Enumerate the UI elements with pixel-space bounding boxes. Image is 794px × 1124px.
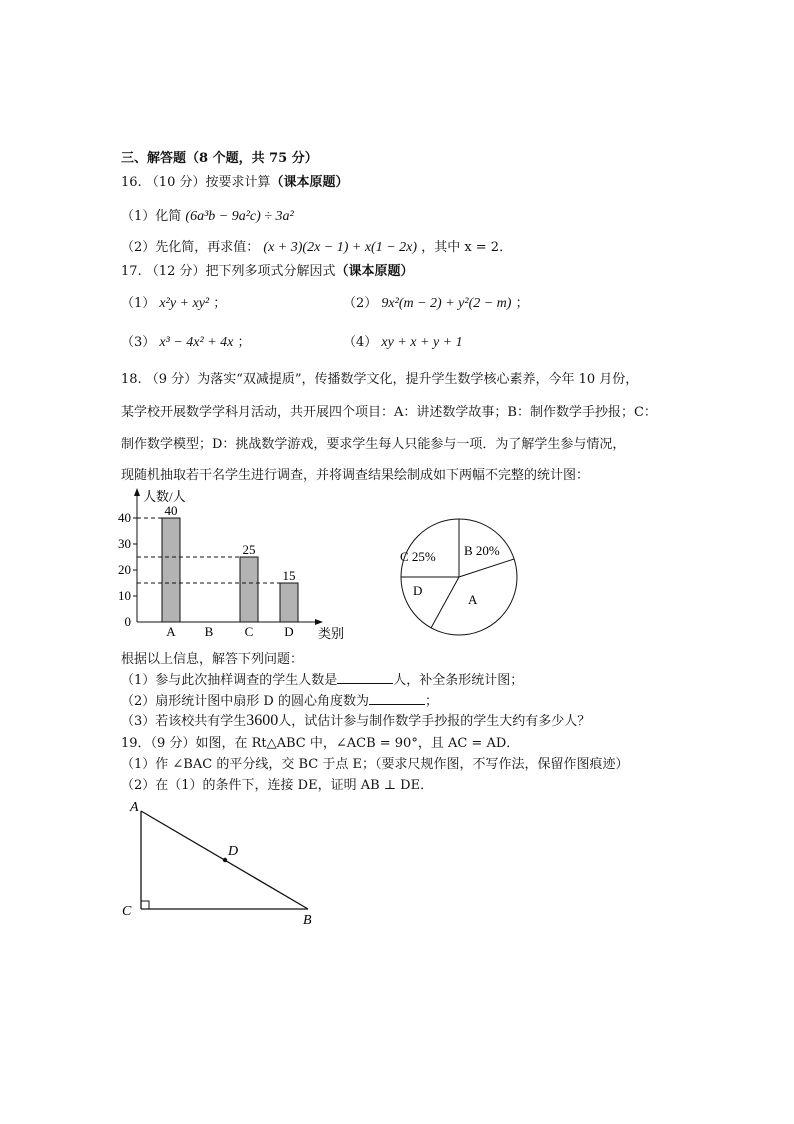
q18-sub1-b: 人，补全条形统计图； bbox=[393, 673, 524, 688]
q19-line1: 19．（9 分）如图，在 Rt△ABC 中，∠ACB = 90°，且 AC = AD． bbox=[121, 736, 520, 751]
right-angle-mark bbox=[141, 901, 149, 909]
q17-part1-expr: x²y + xy² bbox=[159, 296, 210, 311]
q17-part4-label: （4） bbox=[343, 335, 378, 350]
vertex-label-b: B bbox=[303, 913, 312, 928]
q16-tag: （课本原题） bbox=[270, 175, 349, 190]
bar-C bbox=[240, 557, 258, 622]
q18-sub2-a: （2）扇形统计图中扇形 D 的圆心角度数为 bbox=[121, 694, 369, 709]
bar-value-label: 25 bbox=[242, 542, 256, 557]
q17-part4-expr: xy + x + y + 1 bbox=[381, 335, 463, 350]
bar-ytick-label: 40 bbox=[118, 510, 131, 525]
q17-part2-tail: ； bbox=[515, 296, 529, 311]
q16-part2-tail: ，其中 x = 2． bbox=[421, 240, 513, 255]
vertex-label-a: A bbox=[130, 800, 139, 815]
q19-line3: （2）在（1）的条件下，连接 DE，证明 AB ⊥ DE． bbox=[121, 778, 434, 793]
pie-label-a: A bbox=[468, 592, 478, 607]
q16-part1-expr: (6a³b − 9a²c) ÷ 3a² bbox=[185, 209, 294, 224]
q18-line2: 某学校开展数学学科月活动，共开展四个项目：A：讲述数学故事；B：制作数学手抄报；C： bbox=[121, 405, 657, 420]
q18-line3: 制作数学模型；D：挑战数学游戏，要求学生每人只能参与一项．为了解学生参与情况， bbox=[121, 437, 626, 452]
q17-part3-expr: x³ − 4x² + 4x bbox=[159, 335, 234, 350]
vertex-label-c: C bbox=[122, 904, 132, 919]
pie-label-c: C 25% bbox=[400, 549, 436, 564]
q16-part2-expr: (x + 3)(2x − 1) + x(1 − 2x) bbox=[263, 240, 418, 255]
bar-category-label: C bbox=[244, 624, 254, 639]
bar-ylabel: 人数/人 bbox=[143, 489, 186, 504]
q18-sub3-num: 3600 bbox=[246, 712, 279, 729]
q17-head-text: 17. （12 分）把下列多项式分解因式 bbox=[121, 264, 336, 279]
q18-sub1-a: （1）参与此次抽样调查的学生人数是 bbox=[121, 673, 338, 688]
q17-part3-tail: ； bbox=[237, 335, 251, 350]
pie-label-b: B 20% bbox=[464, 543, 500, 558]
pie-chart bbox=[395, 513, 525, 643]
q17-part3-label: （3） bbox=[121, 335, 156, 350]
bar-xlabel: 类别 bbox=[318, 626, 345, 641]
q16-part2 bbox=[121, 236, 512, 256]
triangle-figure bbox=[118, 797, 328, 929]
point-label-d: D bbox=[228, 844, 239, 859]
bar-y-arrow bbox=[134, 488, 140, 496]
bar-ytick-label: 0 bbox=[124, 614, 131, 629]
q19-line2: （1）作 ∠BAC 的平分线，交 BC 于点 E；（要求尺规作图，不写作法，保留作图痕迹） bbox=[121, 757, 629, 772]
bar-category-label: B bbox=[204, 624, 214, 639]
q17-part1-label: （1） bbox=[121, 296, 156, 311]
q18-sub2-b: ； bbox=[424, 694, 438, 709]
pie-label-d: D bbox=[413, 583, 423, 598]
q18-line1: 18. （9 分）为落实“双减提质”，传播数学文化，提升学生数学核心素养，今年 10 月份， bbox=[121, 372, 639, 387]
q18-intro: 根据以上信息，解答下列问题： bbox=[121, 652, 304, 667]
q16-head-text: 16. （10 分）按要求计算 bbox=[121, 175, 271, 190]
bar-x-arrow bbox=[315, 619, 323, 625]
q17-part1 bbox=[121, 292, 226, 312]
q18-sub3-a: （3）若该校共有学生 bbox=[121, 714, 247, 729]
q18-sub2 bbox=[121, 690, 438, 709]
answer-blank-2[interactable] bbox=[369, 692, 425, 705]
bar-D bbox=[280, 583, 298, 622]
q17-part2-expr: 9x²(m − 2) + y²(2 − m) bbox=[381, 296, 512, 311]
q16-part1-label: （1）化简 bbox=[121, 209, 182, 224]
bar-ytick-label: 30 bbox=[118, 536, 131, 551]
bar-category-label: A bbox=[166, 624, 176, 639]
bar-A bbox=[162, 518, 180, 622]
q17-part1-tail: ； bbox=[213, 296, 227, 311]
bar-chart bbox=[112, 485, 357, 643]
q16-part2-label: （2）先化简，再求值： bbox=[121, 240, 260, 255]
section-title: 三、解答题（8 个题，共 75 分） bbox=[121, 151, 318, 166]
q17-tag: （课本原题） bbox=[335, 264, 414, 279]
q18-sub1 bbox=[121, 669, 523, 688]
q18-sub3-b: 人，试估计参与制作数学手抄报的学生大约有多少人？ bbox=[278, 714, 591, 729]
q17-part3 bbox=[121, 331, 251, 351]
q16-part1 bbox=[121, 205, 294, 225]
q17-part4 bbox=[343, 331, 463, 351]
bar-value-label: 15 bbox=[282, 568, 296, 583]
q17-part2-label: （2） bbox=[343, 296, 378, 311]
q16-head bbox=[121, 171, 349, 190]
answer-blank-1[interactable] bbox=[337, 671, 393, 684]
bar-category-label: D bbox=[284, 624, 294, 639]
q17-head bbox=[121, 260, 414, 279]
q18-line4: 现随机抽取若干名学生进行调查，并将调查结果绘制成如下两幅不完整的统计图： bbox=[121, 468, 590, 483]
point-d-dot bbox=[223, 858, 227, 862]
bar-ytick-label: 10 bbox=[118, 588, 131, 603]
bar-value-label: 40 bbox=[164, 503, 178, 518]
q18-sub3 bbox=[121, 710, 590, 730]
q17-part2 bbox=[343, 292, 529, 312]
bar-ytick-label: 20 bbox=[118, 562, 131, 577]
